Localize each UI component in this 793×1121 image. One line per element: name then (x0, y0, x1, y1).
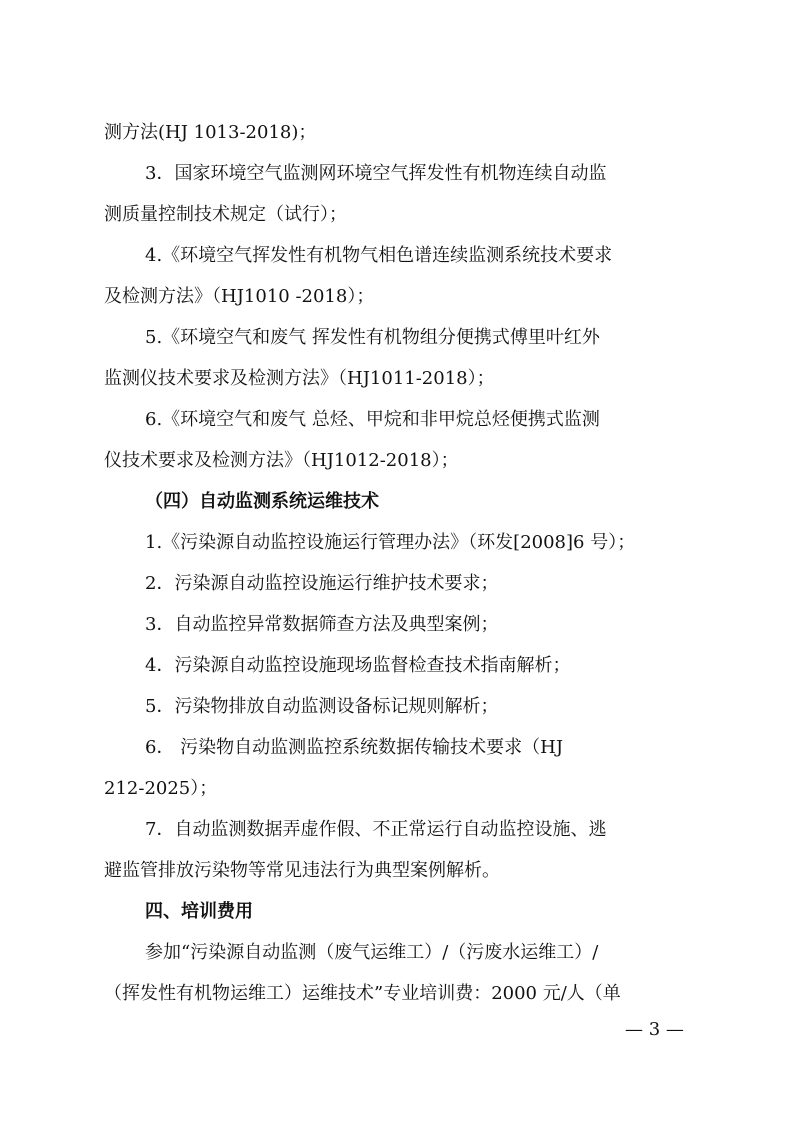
text-line: 5．污染物排放自动监测设备标记规则解析； (145, 696, 499, 717)
text-line: 3．国家环境空气监测网环境空气挥发性有机物连续自动监 (145, 163, 607, 184)
text-line: 6.《环境空气和废气 总烃、甲烷和非甲烷总烃便携式监测 (145, 409, 600, 430)
text-line: 3．自动监控异常数据筛查方法及典型案例； (145, 614, 499, 635)
text-line: 4．污染源自动监控设施现场监督检查技术指南解析； (145, 655, 571, 676)
text-line: 参加“污染源自动监测（废气运维工）/（污废水运维工）/ (145, 942, 599, 963)
section-heading: 四、培训费用 (145, 901, 253, 922)
text-line: 避监管排放污染物等常见违法行为典型案例解析。 (104, 860, 500, 881)
text-line: 1.《污染源自动监控设施运行管理办法》（环发[2008]6 号）； (145, 532, 636, 553)
text-line: 及检测方法》（HJ1010 -2018）； (104, 286, 375, 307)
text-line: 测方法(HJ 1013-2018)； (104, 122, 317, 143)
text-line: 2．污染源自动监控设施运行维护技术要求； (145, 573, 499, 594)
text-line: （挥发性有机物运维工）运维技术”专业培训费：2000 元/人（单 (104, 983, 621, 1004)
text-line: 4.《环境空气挥发性有机物气相色谱连续监测系统技术要求 (145, 245, 613, 266)
text-line: 7．自动监测数据弄虚作假、不正常运行自动监控设施、逃 (145, 819, 607, 840)
text-line: 测质量控制技术规定（试行）； (104, 204, 347, 225)
section-heading: （四）自动监测系统运维技术 (145, 491, 379, 512)
text-line: 5.《环境空气和废气 挥发性有机物组分便携式傅里叶红外 (145, 327, 600, 348)
page-number: — 3 — (625, 1019, 684, 1040)
text-line: 6． 污染物自动监测监控系统数据传输技术要求（HJ (145, 737, 564, 758)
text-line: 监测仪技术要求及检测方法》（HJ1011-2018）； (104, 368, 495, 389)
text-line: 仪技术要求及检测方法》（HJ1012-2018）； (104, 450, 459, 471)
text-line: 212-2025）； (104, 778, 218, 799)
